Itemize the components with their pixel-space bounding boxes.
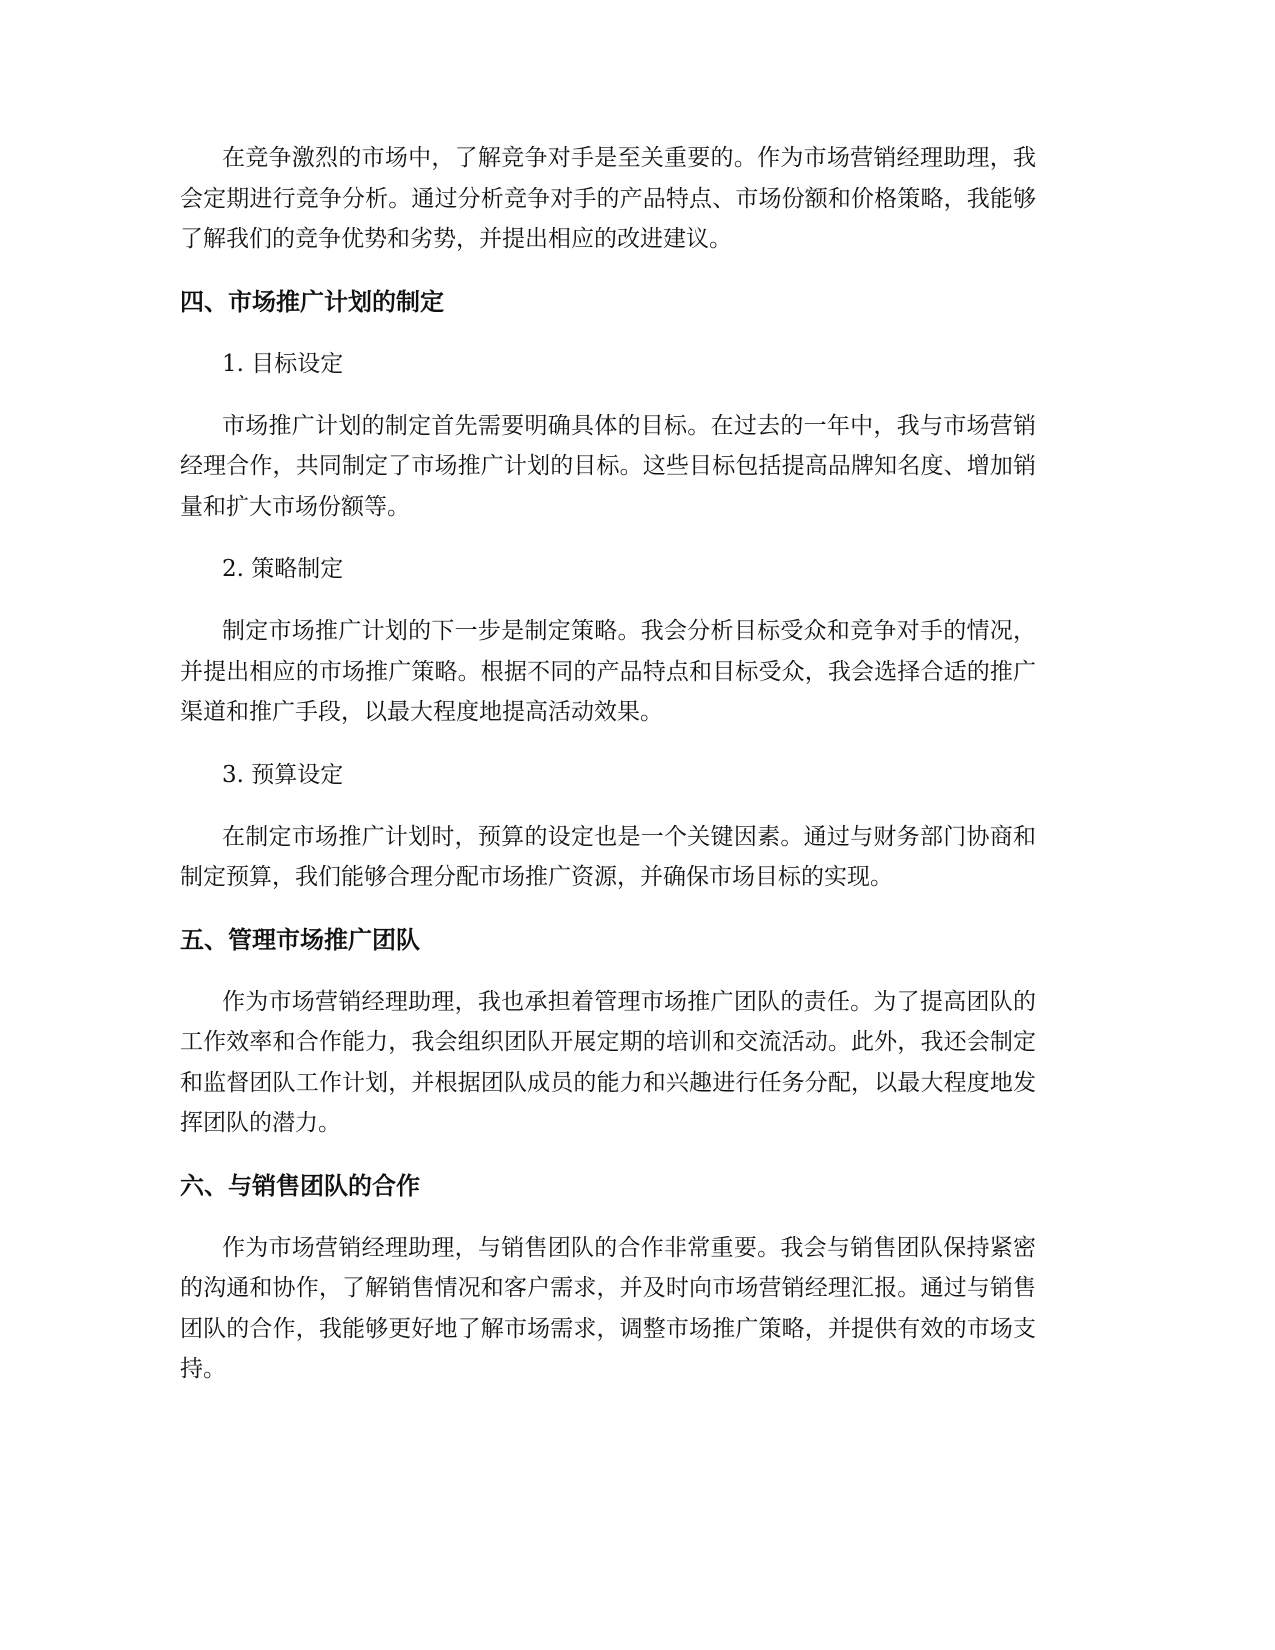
paragraph-sales-cooperation: 作为市场营销经理助理，与销售团队的合作非常重要。我会与销售团队保持紧密的沟通和协作，了解销售情况和客户需求，并及时向市场营销经理汇报。通过与销售团队的合作，我能够更好地了解市场需求，调整市场推广策略，并提供有效的市场支持。 [180, 1234, 1036, 1382]
section-heading-4: 四、市场推广计划的制定 [180, 287, 444, 316]
document-page [180, 138, 1036, 1390]
paragraph-strategy: 制定市场推广计划的下一步是制定策略。我会分析目标受众和竞争对手的情况，并提出相应的市场推广策略。根据不同的产品特点和目标受众，我会选择合适的推广渠道和推广手段，以最大程度地提高活动效果。 [180, 618, 1036, 725]
paragraph-budget: 在制定市场推广计划时，预算的设定也是一个关键因素。通过与财务部门协商和制定预算，我们能够合理分配市场推广资源，并确保市场目标的实现。 [180, 823, 1036, 890]
subheading-goal-setting: 1. 目标设定 [222, 350, 344, 377]
subheading-strategy: 2. 策略制定 [222, 556, 344, 582]
section-heading-5: 五、管理市场推广团队 [180, 925, 420, 954]
paragraph-competition-analysis: 在竞争激烈的市场中，了解竞争对手是至关重要的。作为市场营销经理助理，我会定期进行竞争分析。通过分析竞争对手的产品特点、市场份额和价格策略，我能够了解我们的竞争优势和劣势，并提出相应的改进建议。 [180, 145, 1036, 252]
subheading-budget: 3. 预算设定 [222, 761, 344, 788]
section-heading-6: 六、与销售团队的合作 [180, 1171, 420, 1200]
paragraph-team-management: 作为市场营销经理助理，我也承担着管理市场推广团队的责任。为了提高团队的工作效率和合作能力，我会组织团队开展定期的培训和交流活动。此外，我还会制定和监督团队工作计划，并根据团队成员的能力和兴趣进行任务分配，以最大程度地发挥团队的潜力。 [180, 988, 1036, 1136]
paragraph-goal-setting: 市场推广计划的制定首先需要明确具体的目标。在过去的一年中，我与市场营销经理合作，共同制定了市场推广计划的目标。这些目标包括提高品牌知名度、增加销量和扩大市场份额等。 [180, 412, 1036, 520]
